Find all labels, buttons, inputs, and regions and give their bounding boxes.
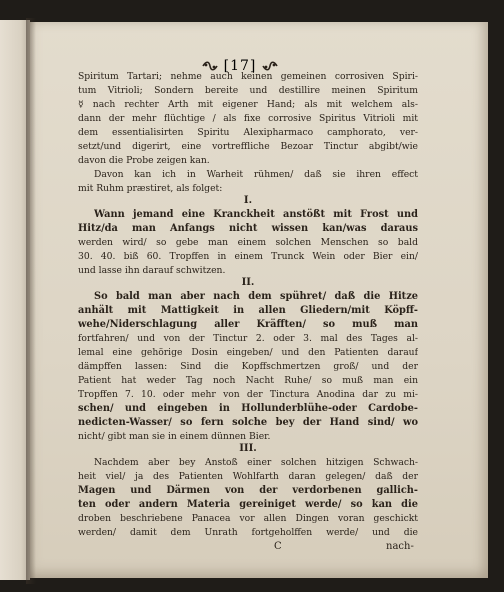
paragraph-start-line: Nachdem aber bey Anstoß einer solchen hitzigen Schwach- [94,457,418,468]
text-line: droben beschriebene Panacea vor allen Dingen voran geschickt [78,513,418,524]
text-line: ten oder andern Materia gereiniget werde/ so kan die [78,499,418,510]
text-line: mit Ruhm præstiret, als folget: [78,183,223,194]
text-line: dann der mehr flüchtige / als fixe corrosive Spiritus Vitrioli mit [78,113,418,124]
text-line: lemal eine gehörige Dosin eingeben/ und den Patienten darauf [78,347,418,358]
text-line: anhält mit Mattigkeit in allen Gliedern/mit Köpff- [78,305,418,316]
catchword: nach- [386,541,414,552]
signature-mark: C [274,541,282,552]
text-line: und lasse ihn darauf schwitzen. [78,265,226,276]
text-line: schen/ und eingeben in Hollunderblühe-oder Cardobe- [78,403,418,414]
text-line: nedicten-Wasser/ so fern solche bey der Hand sind/ wo [78,417,418,428]
text-line: Patient hat weder Tag noch Nacht Ruhe/ so muß man ein [78,375,418,386]
section-numeral: III. [239,443,257,454]
text-line: Spiritum Tartari; nehme auch keinen gemeinen corrosiven Spiri- [78,71,418,82]
paragraph-start-line: Davon kan ich in Warheit rühmen/ daß sie ihren effect [94,169,418,180]
text-line: tum Vitrioli; Sondern bereite und destillire meinen Spiritum [78,85,418,96]
page-number: [17] [223,58,257,74]
text-line: setzt/und digerirt, eine vortreffliche Bezoar Tinctur abgibt/wie [78,141,418,152]
text-line: Magen und Därmen von der verdorbenen gallich- [78,485,418,496]
text-line: 30. 40. biß 60. Tropffen in einem Trunck Wein oder Bier ein/ [78,251,418,262]
paragraph-start-line: Wann jemand eine Kranckheit anstößt mit Frost und [94,209,418,220]
text-line: werden/ damit dem Unrath fortgeholffen werde/ und die [78,527,418,538]
text-line: ☿ nach rechter Arth mit eigener Hand; als mit welchem als- [78,99,418,110]
text-line: Tropffen 7. 10. oder mehr von der Tinctura Anodina dar zu mi- [78,389,418,400]
text-line: dämpffen lassen: Sind die Kopffschmertzen groß/ und der [78,361,418,372]
text-line: dem essentialisirten Spiritu Alexipharmaco camphorato, ver- [78,127,418,138]
text-line: heit viel/ ja des Patienten Wohlfarth daran gelegen/ daß der [78,471,418,482]
section-numeral: I. [243,195,253,206]
paragraph-start-line: So bald man aber nach dem spühret/ daß die Hitze [94,291,418,302]
spine-shadow [26,18,36,584]
section-numeral: II. [241,277,255,288]
text-line: nicht/ gibt man sie in einem dünnen Bier. [78,431,271,442]
text-line: fortfahren/ und von der Tinctur 2. oder 3. mal des Tages al- [78,333,418,344]
text-line: wehe/Niderschlagung aller Kräfften/ so muß man [78,319,418,330]
text-line: davon die Probe zeigen kan. [78,155,210,166]
text-line: Hitz/da man Anfangs nicht wissen kan/was daraus [78,223,418,234]
book-page [30,22,488,578]
text-line: werden wird/ so gebe man einem solchen Menschen so bald [78,237,418,248]
